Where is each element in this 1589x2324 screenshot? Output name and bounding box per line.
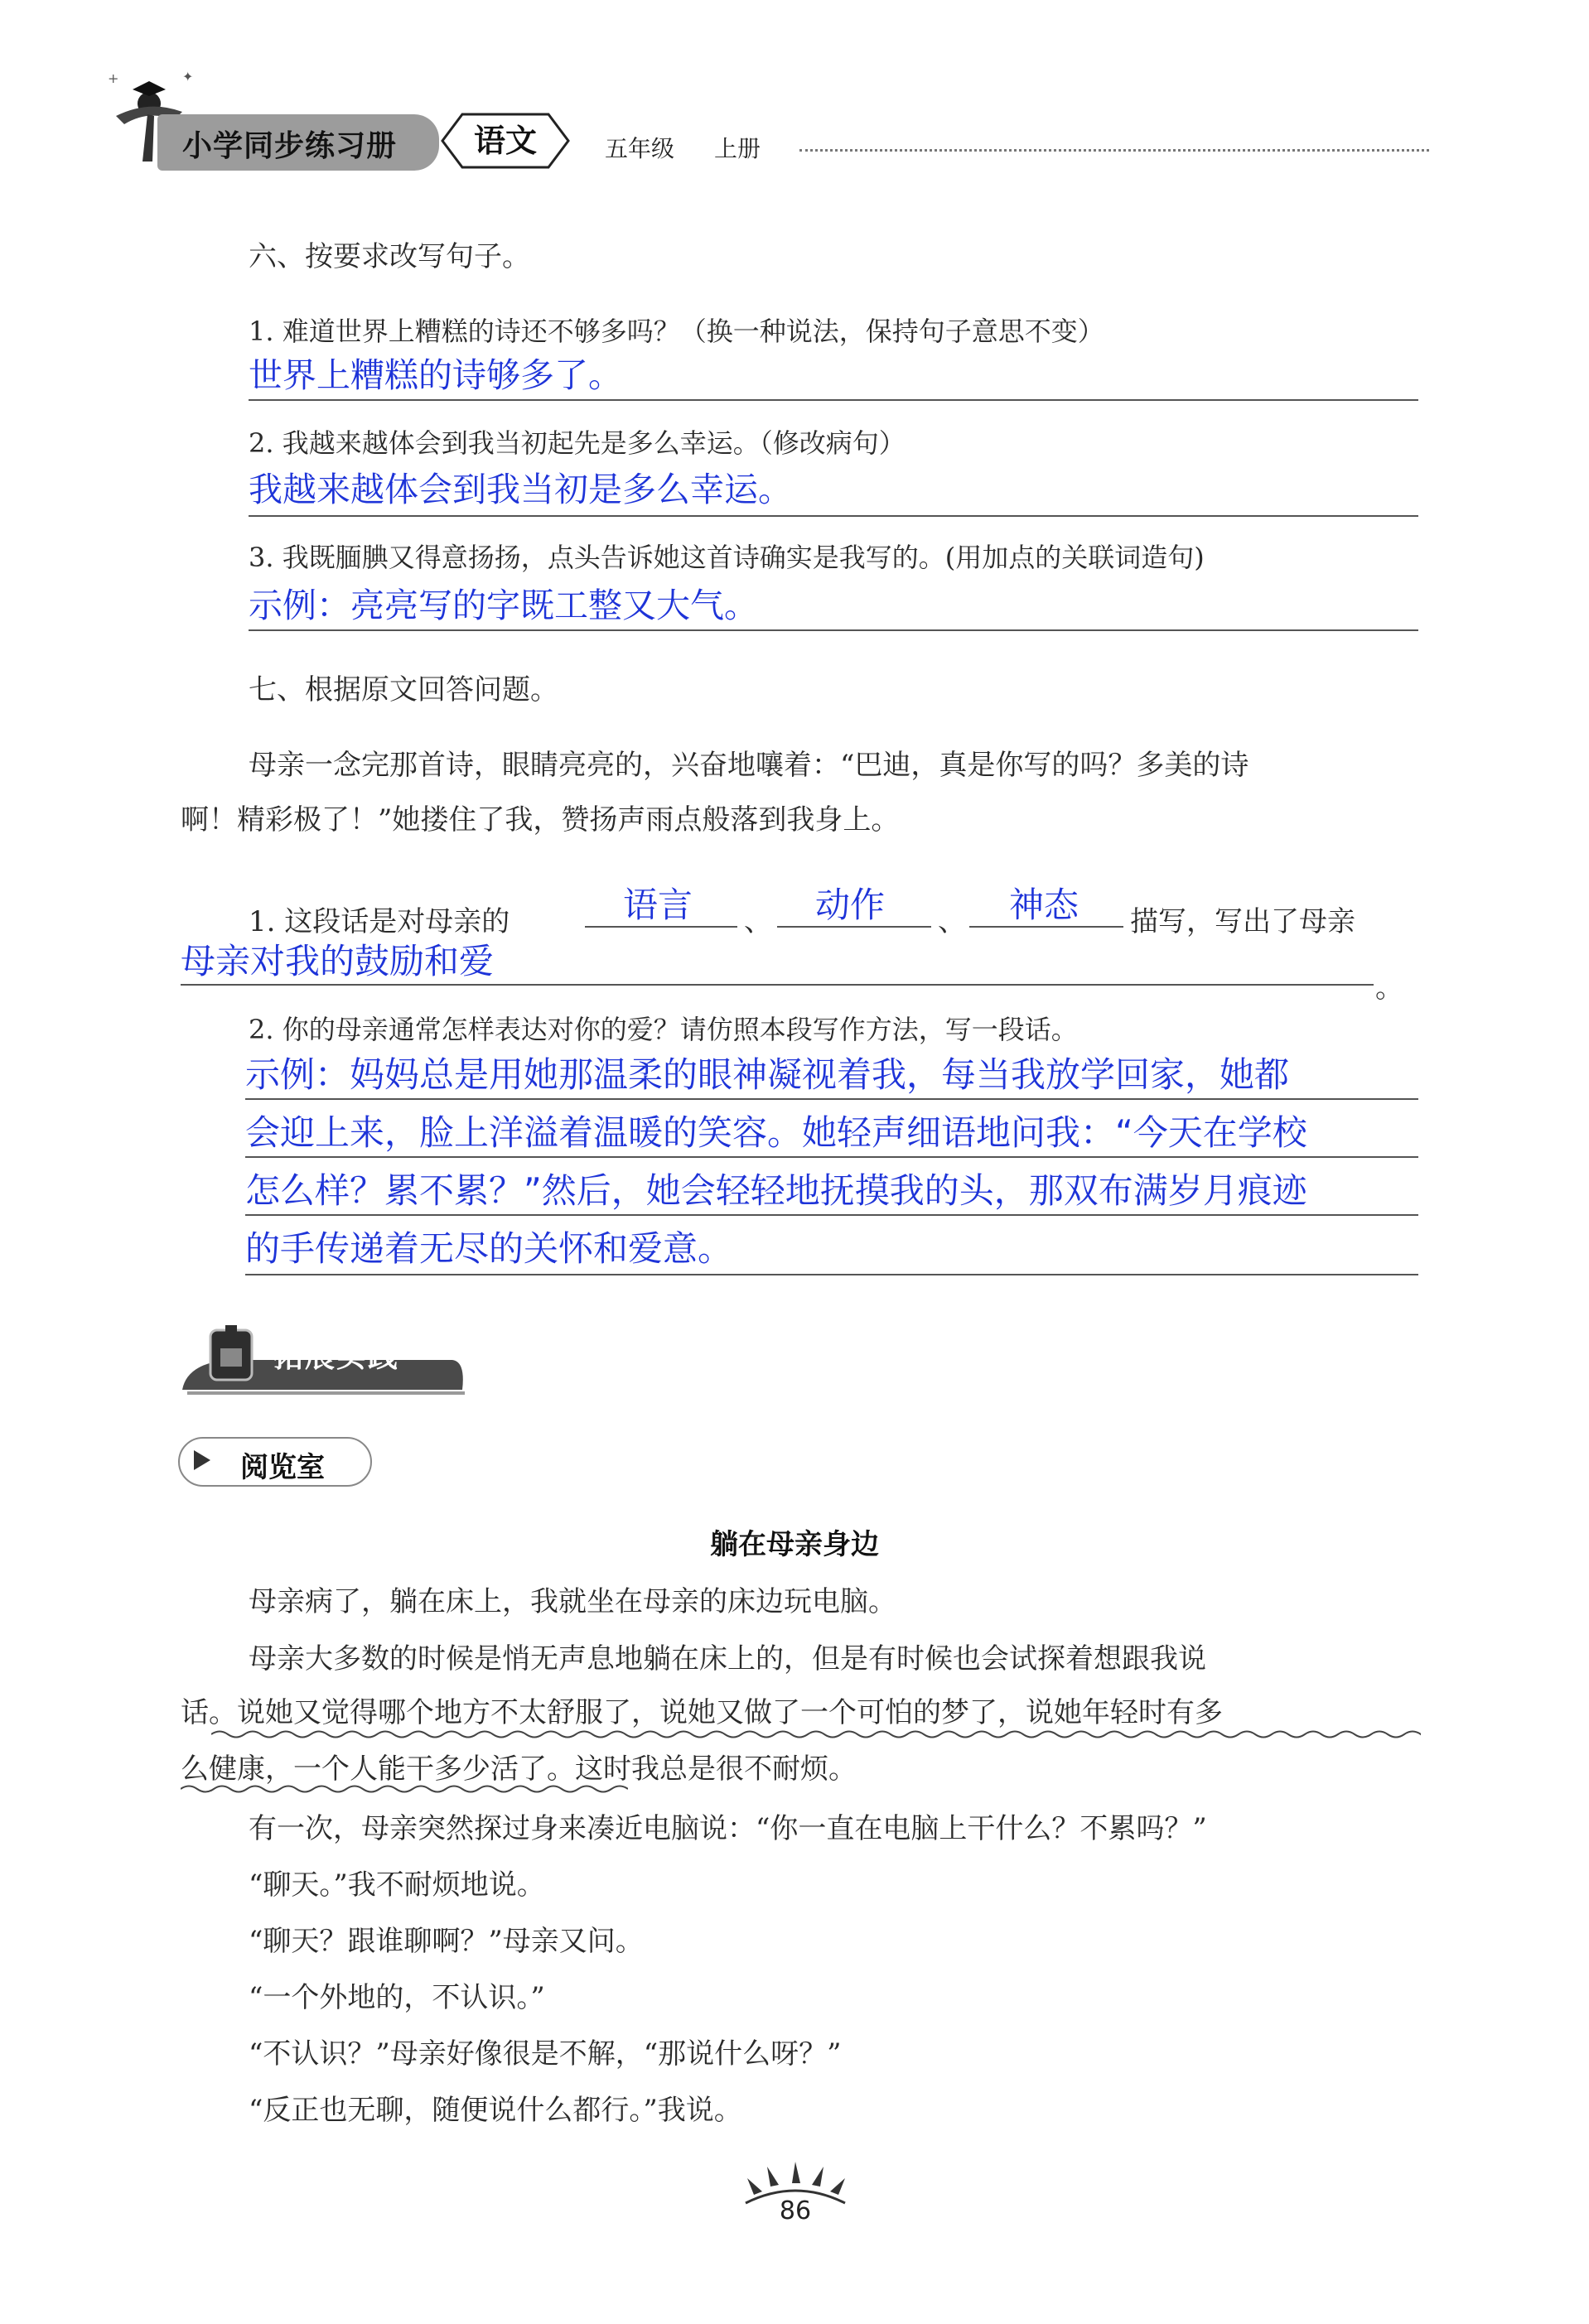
answer-line	[249, 629, 1418, 631]
q7-1-end: 。	[1375, 972, 1403, 1005]
story-paragraph-line: 母亲病了，躺在床上，我就坐在母亲的床边玩电脑。	[249, 1585, 896, 1618]
story-paragraph-line: “一个外地的，不认识。”	[249, 1981, 545, 2014]
story-paragraph-line: “聊天。”我不耐烦地说。	[249, 1868, 545, 1902]
story-paragraph-line: 母亲大多数的时候是悄无声息地躺在床上的，但是有时候也会试探着想跟我说	[249, 1642, 1206, 1675]
passage-line: 母亲一念完那首诗，眼睛亮亮的，兴奋地嚷着：“巴迪，真是你写的吗？多美的诗	[249, 749, 1249, 782]
q7-1-sep: 、	[744, 905, 772, 938]
series-title: 小学同步练习册	[182, 129, 398, 163]
q7-1-prefix: 1. 这段话是对母亲的	[249, 905, 510, 938]
q7-2-answer-line: 会迎上来，脸上洋溢着温暖的笑容。她轻声细语地问我：“今天在学校	[245, 1112, 1307, 1153]
wavy-underline	[181, 1782, 628, 1794]
q2-answer: 我越来越体会到我当初是多么幸运。	[249, 470, 792, 509]
story-paragraph-line: “不认识？”母亲好像很是不解，“那说什么呀？”	[249, 2037, 842, 2071]
answer-line	[245, 1214, 1418, 1216]
grade-label: 五年级	[605, 135, 675, 162]
story-title: 躺在母亲身边	[710, 1528, 879, 1561]
svg-text:+: +	[108, 70, 119, 86]
story-paragraph-line: 话。说她又觉得哪个地方不太舒服了，说她又做了一个可怕的梦了，说她年轻时有多	[181, 1696, 1223, 1729]
q7-1-answer-3: 神态	[1009, 885, 1079, 925]
fill-blank	[969, 926, 1123, 928]
q7-2-prompt: 2. 你的母亲通常怎样表达对你的爱？请仿照本段写作方法，写一段话。	[249, 1014, 1078, 1045]
header-dotted-rule	[799, 149, 1429, 152]
q7-2-answer-line: 怎么样？累不累？”然后，她会轻轻地抚摸我的头，那双布满岁月痕迹	[245, 1170, 1307, 1211]
story-paragraph-line: “聊天？跟谁聊啊？”母亲又问。	[249, 1925, 644, 1958]
q7-1-answer-4: 母亲对我的鼓励和爱	[181, 941, 495, 981]
story-paragraph-line: “反正也无聊，随便说什么都行。”我说。	[249, 2094, 742, 2127]
subject-label: 语文	[473, 123, 537, 159]
q7-1-sep: 、	[938, 905, 966, 938]
q1-answer: 世界上糟糕的诗够多了。	[249, 355, 622, 395]
section7-heading: 七、根据原文回答问题。	[249, 673, 558, 706]
answer-line	[245, 1156, 1418, 1158]
answer-line	[245, 1274, 1418, 1275]
story-paragraph-line: 有一次，母亲突然探过身来凑近电脑说：“你一直在电脑上干什么？不累吗？”	[249, 1812, 1207, 1845]
answer-line	[245, 1098, 1418, 1100]
section6-heading: 六、按要求改写句子。	[249, 240, 530, 273]
q3-answer: 示例：亮亮写的字既工整又大气。	[249, 586, 758, 625]
q7-2-answer-line: 示例：妈妈总是用她那温柔的眼神凝视着我，每当我放学回家，她都	[245, 1054, 1290, 1095]
q7-2-answer-line: 的手传递着无尽的关怀和爱意。	[245, 1228, 733, 1269]
answer-line	[249, 515, 1418, 517]
page-number: 86	[779, 2196, 812, 2225]
q7-1-answer-2: 动作	[815, 885, 886, 925]
passage-line: 啊！精彩极了！”她搂住了我，赞扬声雨点般落到我身上。	[181, 803, 900, 837]
extension-banner-label: 拓展实践	[273, 1340, 400, 1374]
play-arrow-icon	[187, 1448, 215, 1473]
story-paragraph-line: 么健康，一个人能干多少活了。这时我总是很不耐烦。	[181, 1753, 857, 1786]
reading-room-label: 阅览室	[240, 1451, 325, 1484]
svg-text:✦: ✦	[182, 69, 194, 84]
wavy-underline	[211, 1728, 1421, 1739]
fill-blank	[777, 926, 931, 928]
answer-line	[249, 399, 1418, 401]
q3-prompt: 3. 我既腼腆又得意扬扬，点头告诉她这首诗确实是我写的。(用加点的关联词造句)	[249, 542, 1205, 573]
q7-1-suffix: 描写，写出了母亲	[1130, 905, 1355, 938]
fill-blank	[181, 984, 1374, 986]
fill-blank	[585, 926, 737, 928]
q1-prompt: 1. 难道世界上糟糕的诗还不够多吗？（换一种说法，保持句子意思不变）	[249, 316, 1104, 347]
q2-prompt: 2. 我越来越体会到我当初起先是多么幸运。（修改病句）	[249, 427, 906, 459]
volume-label: 上册	[714, 135, 761, 162]
q7-1-answer-1: 语言	[623, 885, 693, 925]
